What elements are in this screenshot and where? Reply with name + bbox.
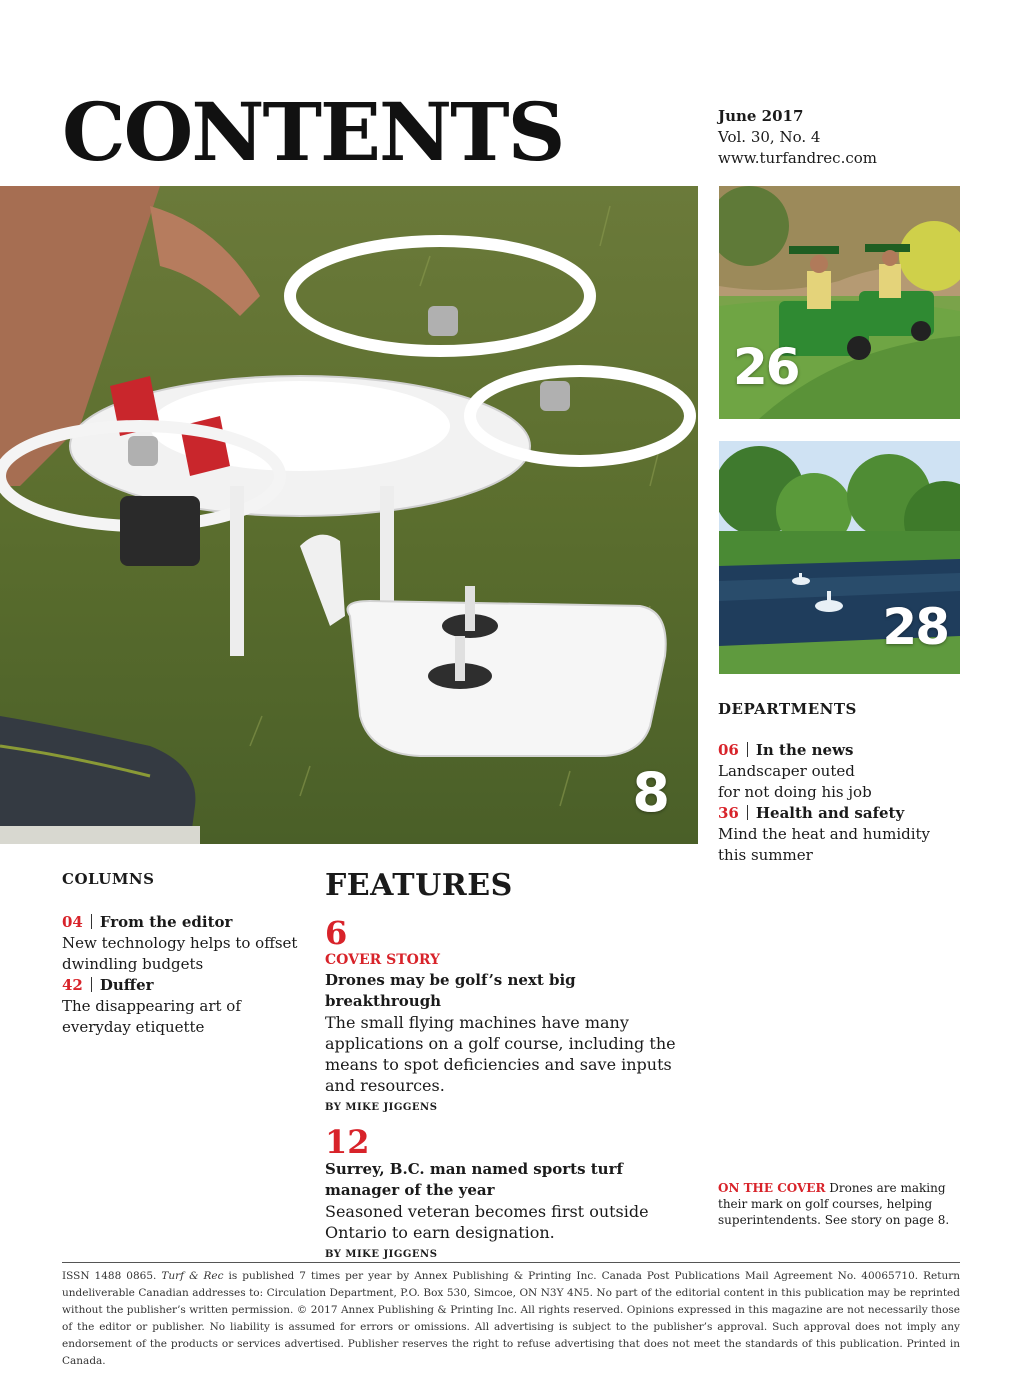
page-title: CONTENTS [62,85,564,179]
issue-date: June 2017 [718,107,804,125]
features-heading: FEATURES [325,868,513,903]
item-description: Mind the heat and humidity [718,825,931,843]
list-item[interactable] [62,912,302,975]
item-title: From the editor [99,913,233,931]
feature-title: Drones may be golf’s next big breakthrough [325,971,576,1010]
issue-volume: Vol. 30, No. 4 [718,128,821,146]
item-description: The disappearing art of [62,997,241,1015]
item-description: for not doing his job [718,783,872,801]
issue-info [718,106,877,169]
columns-heading: COLUMNS [62,870,155,888]
footer-body: is published 7 times per year by Annex Publishing & Printing Inc. Canada Post Publications Mail Agreement No. 40065710. Return undeliverable Canadian addresses to: Circulation Department, P.O. Box 530, Simcoe, ON N3Y 4N5. No part of the editorial content in this publication may be reprinted without the publisher’s written permission. © 2017 Annex Publishing & Printing Inc. All rights reserved. Opinions expressed in this magazine are not necessarily those of the editor or publisher. No liability is assumed for errors or omissions. All advertising is subject to the publisher’s approval. Such approval does not imply any endorsement of the products or services advertised. Publisher reserves the right to refuse advertising that does not meet the standards of this publication. Printed in Canada. [62,1270,960,1367]
mowers-photo [719,186,960,419]
item-page-number: 04 [62,913,83,931]
feature-item[interactable] [325,916,695,1113]
drone-photo [0,186,698,844]
footer-legal-text [62,1268,960,1370]
item-title: Health and safety [755,804,905,822]
item-title: Duffer [99,976,154,994]
footer-magazine-name: Turf & Rec [161,1270,224,1282]
item-description: dwindling budgets [62,955,204,973]
item-description: Landscaper outed [718,762,855,780]
feature-page-number: 6 [325,914,348,952]
item-page-number: 36 [718,804,739,822]
departments-heading: DEPARTMENTS [718,700,857,718]
departments-section [718,700,968,866]
main-photo-page-number: 8 [632,761,668,824]
cover-note [718,1180,958,1228]
cover-story-label: COVER STORY [325,952,441,968]
list-item[interactable] [718,740,968,803]
feature-item[interactable] [325,1125,695,1260]
photo-26-page-number: 26 [733,338,799,396]
photo-28-page-number: 28 [882,598,948,656]
list-item[interactable] [62,975,302,1038]
item-description: New technology helps to offset [62,934,298,952]
website-link[interactable]: www.turfandrec.com [718,149,877,167]
columns-section [62,870,302,1038]
feature-description: Seasoned veteran becomes first outside Ontario to earn designation. [325,1202,649,1242]
features-section [325,868,695,1260]
item-description: this summer [718,846,813,864]
feature-title: Surrey, B.C. man named sports turf manager of the year [325,1160,623,1199]
feature-page-number: 12 [325,1123,370,1161]
footer-divider [62,1262,960,1263]
cover-note-label: ON THE COVER [718,1181,826,1195]
item-page-number: 42 [62,976,83,994]
pond-photo [719,441,960,674]
feature-description: The small flying machines have many applications on a golf course, including the means to spot deficiencies and save inputs and resources. [325,1013,676,1095]
feature-byline: BY MIKE JIGGENS [325,1249,438,1260]
item-title: In the news [755,741,854,759]
cover-note-text: Drones are making their mark on golf courses, helping superintendents. See story on page 8. [718,1181,950,1227]
feature-byline: BY MIKE JIGGENS [325,1102,438,1113]
item-page-number: 06 [718,741,739,759]
footer-issn: ISSN 1488 0865. [62,1270,157,1282]
list-item[interactable] [718,803,968,866]
item-description: everyday etiquette [62,1018,205,1036]
